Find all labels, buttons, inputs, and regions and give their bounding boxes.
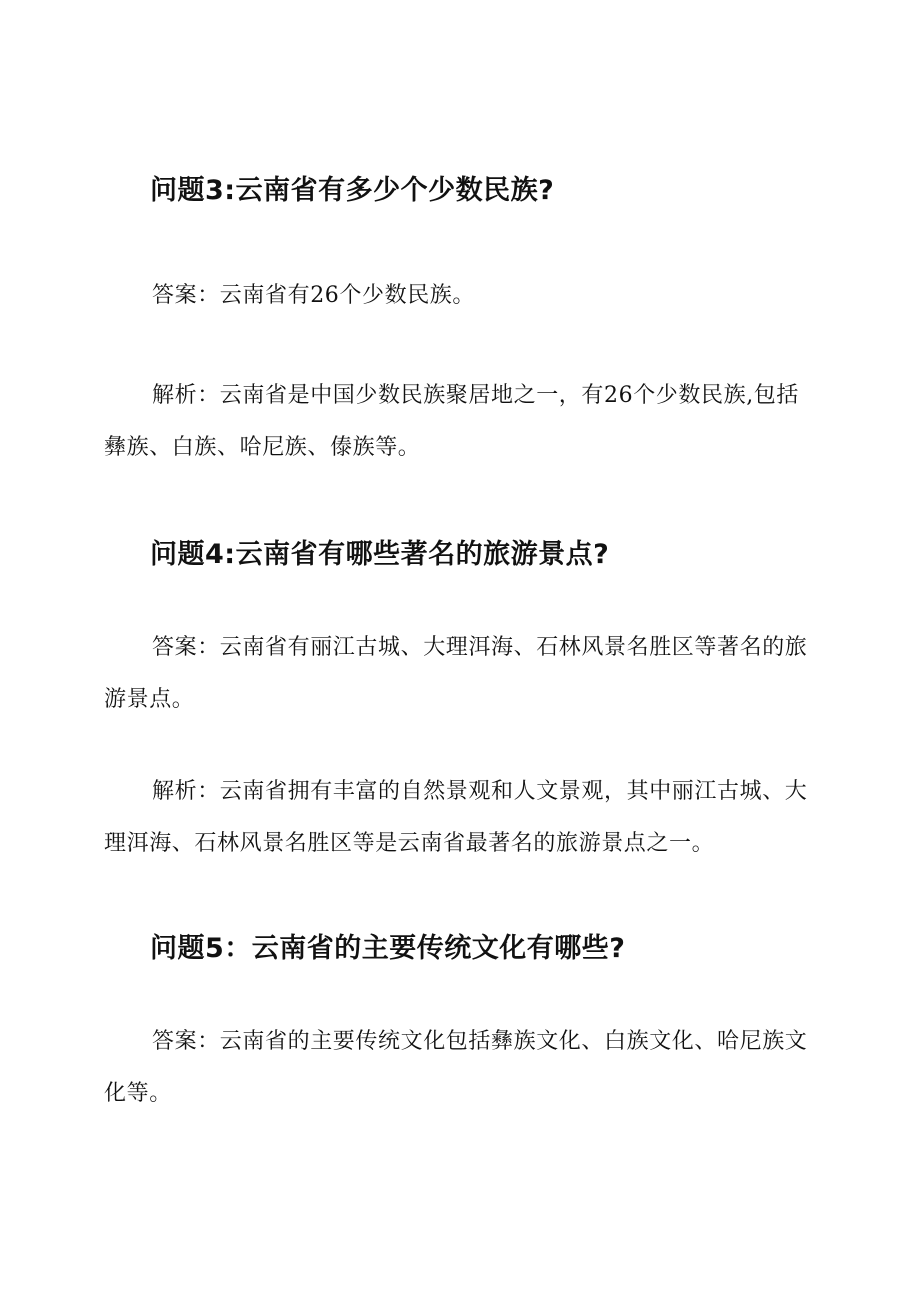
question-3-answer: 答案：云南省有26个少数民族。 <box>152 283 475 308</box>
question-5-heading: 问题5：云南省的主要传统文化有哪些? <box>150 933 626 964</box>
question-4-answer: 答案：云南省有丽江古城、大理洱海、石林风景名胜区等著名的旅游景点。 <box>104 635 808 712</box>
question-5-answer: 答案：云南省的主要传统文化包括彝族文化、白族文化、哈尼族文化等。 <box>104 1029 808 1106</box>
question-3-heading: 问题3:云南省有多少个少数民族? <box>150 175 555 206</box>
question-4-analysis: 解析：云南省拥有丰富的自然景观和人文景观，其中丽江古城、大理洱海、石林风景名胜区等是云南省最著名的旅游景点之一。 <box>104 779 808 856</box>
question-4-heading: 问题4:云南省有哪些著名的旅游景点? <box>150 539 610 570</box>
question-3-analysis: 解析：云南省是中国少数民族聚居地之一，有26个少数民族,包括彝族、白族、哈尼族、傣族等。 <box>104 383 799 460</box>
